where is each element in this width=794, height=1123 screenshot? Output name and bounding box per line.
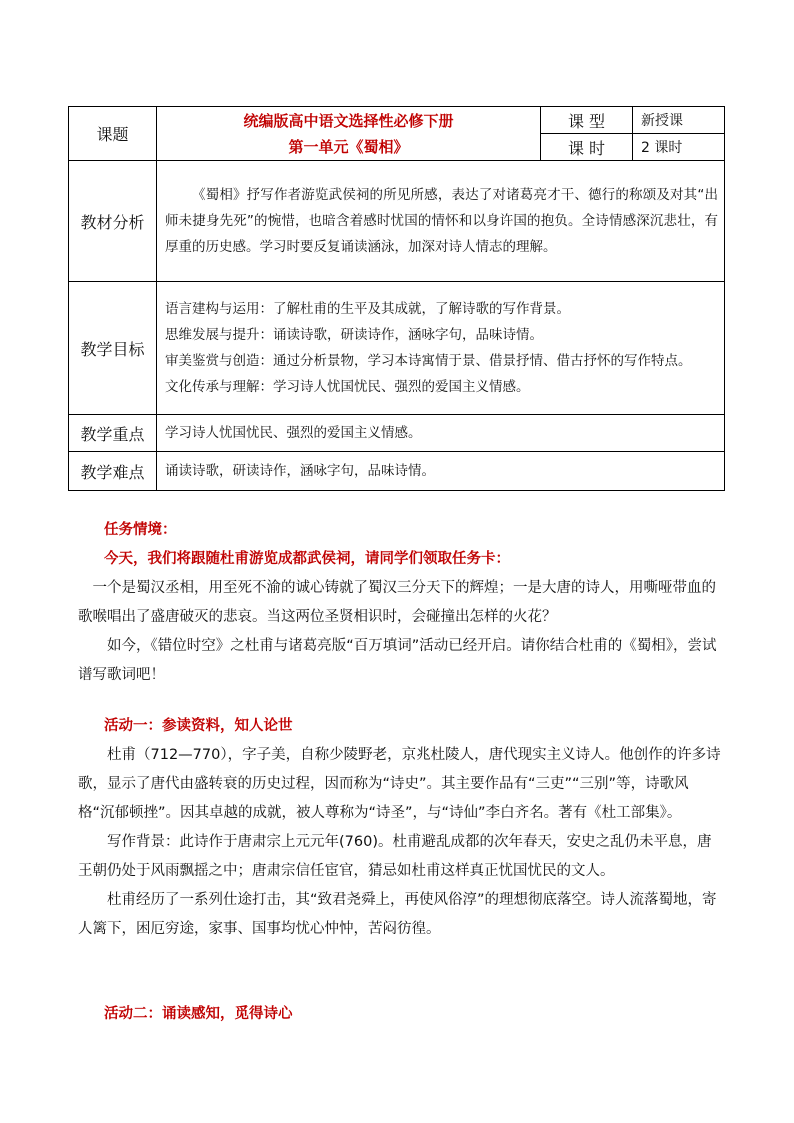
lesson-title-line1: 统编版高中语文选择性必修下册 (243, 111, 454, 130)
activity-one-paragraph: 写作背景：此诗作于唐肃宗上元元年(760)。杜甫避乱成都的次年春天，安史之乱仍未平息，唐王朝仍处于风雨飘摇之中；唐肃宗信任宦官，猜忌如杜甫这样真正忧国忧民的文人。 (78, 834, 712, 879)
task-intro: 今天，我们将跟随杜甫游览成都武侯祠，请同学们领取任务卡： (104, 551, 510, 567)
label-topic: 课题 (69, 107, 157, 161)
goal-item: 审美鉴赏与创造：通过分析景物，学习本诗寓情于景、借景抒情、借古抒怀的写作特点。 (165, 353, 692, 369)
difficult-point-text: 诵读诗歌，研读诗作，涵咏字句，品味诗情。 (157, 452, 725, 491)
goal-item: 文化传承与理解：学习诗人忧国忧民、强烈的爱国主义情感。 (165, 379, 530, 395)
key-point-text: 学习诗人忧国忧民、强烈的爱国主义情感。 (157, 415, 725, 452)
teaching-goals-list (157, 282, 725, 415)
material-analysis-text: 《蜀相》抒写作者游览武侯祠的所见所感，表达了对诸葛亮才干、德行的称颂及对其“出师未捷身先死”的惋惜，也暗含着感时忧国的情怀和以身许国的抱负。全诗情感深沉悲壮，有厚重的历史感。学习时要反复诵读涵泳，加深对诗人情志的理解。 (157, 161, 725, 282)
activity-one-section (78, 712, 724, 944)
task-paragraph: 一个是蜀汉丞相，用至死不渝的诚心铸就了蜀汉三分天下的辉煌；一是大唐的诗人，用嘶哑带血的歌喉唱出了盛唐破灭的悲哀。当这两位圣贤相识时，会碰撞出怎样的火花？ (78, 580, 716, 625)
task-paragraph: 如今，《错位时空》之杜甫与诸葛亮版“百万填词”活动已经开启。请你结合杜甫的《蜀相》，尝试谱写歌词吧！ (78, 638, 717, 683)
goal-item: 思维发展与提升：诵读诗歌，研读诗作，涵咏字句，品味诗情。 (165, 327, 543, 343)
label-class-hours: 课 时 (541, 134, 633, 161)
activity-one-paragraph: 杜甫经历了一系列仕途打击，其“致君尧舜上，再使风俗淳”的理想彻底落空。诗人流落蜀地，寄人篱下，困厄穷途，家事、国事均忧心忡忡，苦闷彷徨。 (78, 892, 717, 937)
label-difficult-point: 教学难点 (69, 452, 157, 491)
activity-one-paragraph: 杜甫（712—770），字子美，自称少陵野老，京兆杜陵人，唐代现实主义诗人。他创作的许多诗歌，显示了唐代由盛转衰的历史过程，因而称为“诗史”。其主要作品有“三吏”“三别”等，诗歌风格“沉郁顿挫”。因其卓越的成就，被人尊称为“诗圣”，与“诗仙”李白齐名。著有《杜工部集》。 (78, 747, 721, 821)
label-lesson-type: 课 型 (541, 107, 633, 134)
label-material-analysis: 教材分析 (69, 161, 157, 282)
task-heading: 任务情境： (104, 522, 177, 538)
value-class-hours: 2 课时 (633, 134, 725, 161)
label-key-point: 教学重点 (69, 415, 157, 452)
label-teaching-goals: 教学目标 (69, 282, 157, 415)
activity-two-heading: 活动二：诵读感知，觅得诗心 (104, 1006, 293, 1022)
lesson-title (157, 107, 541, 161)
task-section (78, 516, 724, 690)
goal-item: 语言建构与运用：了解杜甫的生平及其成就，了解诗歌的写作背景。 (165, 301, 570, 317)
lesson-plan-table (68, 106, 725, 491)
activity-two-section (78, 1000, 724, 1029)
lesson-title-line2: 第一单元《蜀相》 (288, 137, 409, 156)
value-lesson-type: 新授课 (633, 107, 725, 134)
activity-one-heading: 活动一：参读资料，知人论世 (104, 718, 293, 734)
